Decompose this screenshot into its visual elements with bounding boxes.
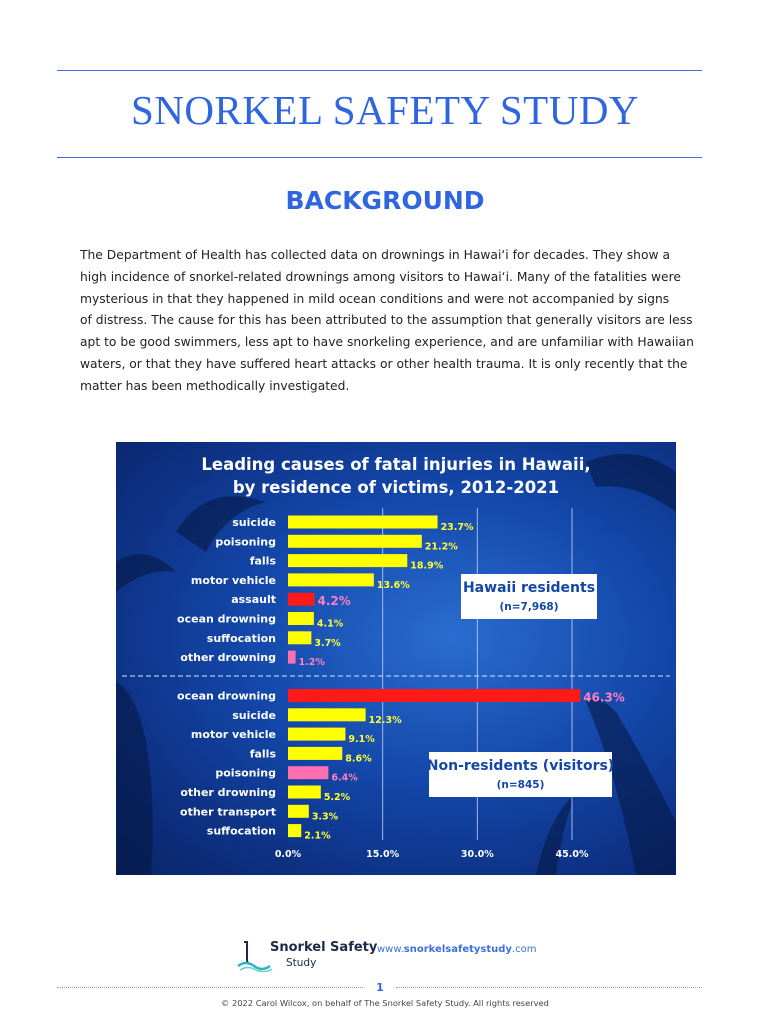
bar bbox=[288, 612, 314, 625]
bar bbox=[288, 631, 311, 644]
copyright-notice: © 2022 Carol Wilcox, on behalf of The Snorkel Safety Study. All rights reserved bbox=[221, 998, 549, 1008]
x-tick-label: 30.0% bbox=[460, 849, 494, 860]
legend-layer bbox=[427, 574, 614, 797]
bar bbox=[288, 573, 374, 586]
logo-title: Snorkel Safety bbox=[270, 940, 378, 955]
footer-rule-right bbox=[396, 987, 702, 988]
title-rule bbox=[57, 157, 702, 158]
category-label: falls bbox=[249, 747, 276, 761]
paragraph-line: The Department of Health has collected data on drownings in Hawai‘i for decades. They show a bbox=[80, 248, 670, 262]
paragraph-line: apt to be good swimmers, less apt to have snorkeling experience, and are unfamiliar with Hawaiian bbox=[80, 335, 694, 350]
category-label: motor vehicle bbox=[190, 728, 276, 742]
legend-group-name: Hawaii residents bbox=[462, 580, 596, 596]
paragraph-line: of distress. The cause for this has been attributed to the assumption that generally visitors are less bbox=[80, 313, 693, 328]
logo-subtitle: Study bbox=[286, 957, 317, 969]
value-label: 23.7% bbox=[440, 522, 474, 533]
bar bbox=[288, 708, 366, 721]
website-link[interactable] bbox=[377, 944, 536, 955]
x-tick-label: 0.0% bbox=[274, 849, 302, 860]
page-number: 1 bbox=[376, 981, 384, 994]
category-label: motor vehicle bbox=[190, 573, 276, 587]
category-label: other drowning bbox=[180, 651, 276, 665]
category-label: assault bbox=[231, 593, 276, 607]
bar bbox=[288, 535, 422, 548]
value-label: 9.1% bbox=[348, 734, 375, 746]
page-title: SNORKEL SAFETY STUDY bbox=[130, 87, 640, 133]
legend-group-note: (n=845) bbox=[496, 779, 545, 791]
category-label: suicide bbox=[232, 708, 276, 722]
value-label: 2.1% bbox=[304, 830, 331, 842]
bar bbox=[288, 554, 407, 567]
bar bbox=[288, 516, 438, 529]
value-label: 3.7% bbox=[314, 637, 341, 649]
paragraph-line: high incidence of snorkel-related drownings among visitors to Hawai‘i. Many of the fatalities were bbox=[80, 269, 681, 284]
legend-group-name: Non-residents (visitors) bbox=[426, 758, 615, 774]
url-domain: snorkelsafetystudy bbox=[403, 944, 512, 955]
category-label: other transport bbox=[180, 805, 276, 819]
category-label: suffocation bbox=[206, 824, 276, 838]
paragraph-line: waters, or that they have suffered heart attacks or other health trauma. It is only recently that the bbox=[80, 356, 688, 371]
value-label: 3.3% bbox=[311, 811, 339, 823]
section-heading: BACKGROUND bbox=[285, 186, 485, 215]
category-label: poisoning bbox=[215, 535, 276, 549]
category-label: ocean drowning bbox=[177, 689, 276, 703]
value-label: 12.3% bbox=[368, 714, 402, 726]
value-label: 13.6% bbox=[376, 579, 410, 591]
value-label: 4.1% bbox=[316, 618, 344, 630]
category-label: poisoning bbox=[215, 766, 276, 780]
chart-title-line-1: Leading causes of fatal injuries in Hawaii, bbox=[201, 455, 591, 474]
value-label: 18.9% bbox=[410, 560, 444, 572]
value-label: 8.6% bbox=[345, 753, 372, 765]
chart-title-line-2: by residence of victims, 2012-2021 bbox=[232, 478, 560, 497]
value-label: 4.2% bbox=[317, 594, 351, 609]
value-label: 6.4% bbox=[331, 772, 358, 784]
paragraph-line: matter has been methodically investigated. bbox=[80, 378, 350, 393]
category-label: other drowning bbox=[180, 786, 276, 799]
fatal-injuries-chart bbox=[116, 442, 676, 875]
bar bbox=[288, 824, 301, 837]
url-suffix: .com bbox=[511, 944, 537, 955]
category-label: ocean drowning bbox=[177, 612, 276, 626]
bar bbox=[288, 728, 345, 741]
top-rule bbox=[57, 70, 702, 71]
x-tick-label: 15.0% bbox=[366, 849, 400, 860]
bar bbox=[288, 747, 342, 760]
category-label: falls bbox=[249, 554, 276, 568]
footer-rule-left bbox=[57, 987, 363, 988]
value-label: 5.2% bbox=[323, 792, 351, 803]
url-prefix: www. bbox=[377, 944, 404, 955]
bar bbox=[288, 766, 328, 779]
x-tick-label: 45.0% bbox=[555, 849, 589, 860]
category-label: suicide bbox=[232, 516, 276, 529]
bar bbox=[288, 689, 580, 702]
chart-svg bbox=[116, 442, 676, 875]
bar bbox=[288, 651, 296, 664]
value-label: 21.2% bbox=[424, 541, 458, 553]
bar bbox=[288, 593, 315, 606]
category-label: suffocation bbox=[206, 631, 276, 645]
bar bbox=[288, 805, 309, 818]
value-label: 46.3% bbox=[583, 690, 625, 705]
value-label: 1.2% bbox=[298, 657, 325, 669]
paragraph-line: mysterious in that they happened in mild ocean conditions and were not accompanied by signs bbox=[80, 291, 670, 306]
bar bbox=[288, 786, 321, 799]
background-paragraph bbox=[80, 245, 694, 398]
legend-group-note: (n=7,968) bbox=[499, 601, 559, 613]
